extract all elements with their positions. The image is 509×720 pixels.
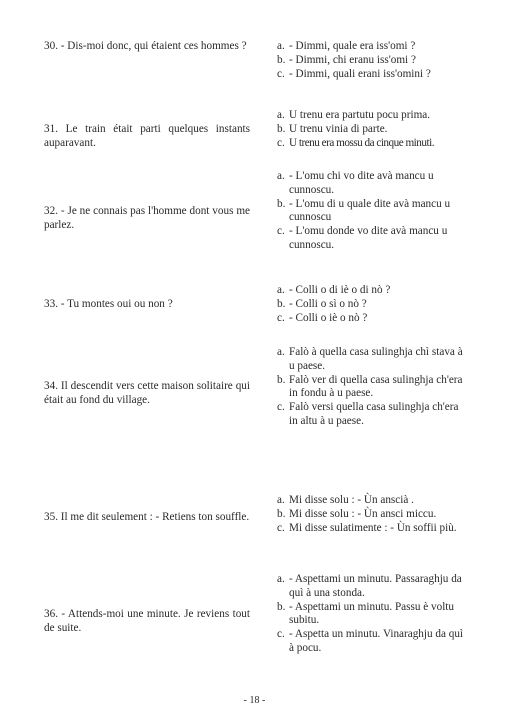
- option-33a: [277, 284, 467, 298]
- option-letter: a.: [277, 346, 285, 358]
- option-letter: a.: [277, 170, 285, 182]
- option-text: Mi disse solu : - Ùn anscià .: [289, 494, 414, 506]
- option-letter: c.: [277, 628, 285, 641]
- option-letter: a.: [277, 494, 285, 506]
- question-30: 30. - Dis-moi donc, qui étaient ces hommes ?: [44, 40, 247, 52]
- option-text: - Colli o di iè o di nò ?: [289, 284, 391, 296]
- option-text: Falò versi quella casa sulinghja ch'era in altu à u paese.: [289, 401, 459, 427]
- options-35: [277, 494, 467, 535]
- option-letter: b.: [277, 53, 286, 66]
- option-letter: c.: [277, 67, 285, 80]
- option-34b: [277, 374, 467, 402]
- options-34: [277, 346, 467, 429]
- question-35: 35. Il me dit seulement : - Retiens ton souffle.: [44, 511, 250, 523]
- option-letter: c.: [277, 401, 285, 414]
- option-text: - L'omu donde vo dite avà mancu u cunnoscu.: [289, 225, 448, 251]
- option-30a: [277, 40, 467, 54]
- question-36: 36. - Attends-moi une minute. Je reviens tout de suite.: [44, 608, 250, 634]
- option-text: - Dimmi, quali erani iss'omini ?: [289, 67, 431, 80]
- option-35c: [277, 522, 467, 536]
- options-31: [277, 109, 467, 150]
- options-30: [277, 40, 467, 81]
- option-letter: b.: [277, 197, 286, 210]
- option-33c: [277, 312, 467, 326]
- option-34c: [277, 401, 467, 429]
- option-text: Mi disse sulatimente : - Ùn soffii più.: [289, 521, 457, 534]
- option-31a: [277, 109, 467, 123]
- option-31b: [277, 123, 467, 137]
- option-34a: [277, 346, 467, 374]
- option-32b: [277, 198, 467, 226]
- option-letter: b.: [277, 297, 286, 310]
- option-text: Falò à quella casa sulinghja chì stava à u paese.: [289, 346, 463, 372]
- option-text: - Colli o iè o nò ?: [289, 311, 368, 324]
- option-text: - L'omu chi vo dite avà mancu u cunnoscu.: [289, 170, 434, 196]
- option-letter: a.: [277, 109, 285, 121]
- option-letter: c.: [277, 136, 285, 149]
- option-text: - Dimmi, quale era iss'omi ?: [289, 40, 416, 52]
- option-text: U trenu vinia di parte.: [289, 122, 388, 135]
- option-letter: b.: [277, 600, 286, 613]
- option-text: - Aspetta un minutu. Vinaraghju da quì à pocu.: [289, 628, 464, 654]
- option-30c: [277, 68, 467, 82]
- option-31c: [277, 137, 467, 151]
- option-text: Mi disse solu : - Ùn ansci miccu.: [289, 507, 437, 520]
- option-36c: [277, 628, 467, 656]
- option-36a: [277, 573, 467, 601]
- option-32a: [277, 170, 467, 198]
- option-letter: c.: [277, 311, 285, 324]
- option-letter: b.: [277, 373, 286, 386]
- option-letter: c.: [277, 521, 285, 534]
- option-letter: b.: [277, 507, 286, 520]
- option-text: - L'omu di u quale dite avà mancu u cunnoscu: [289, 197, 451, 224]
- option-letter: a.: [277, 284, 285, 296]
- option-36b: [277, 601, 467, 629]
- option-35b: [277, 508, 467, 522]
- option-35a: [277, 494, 467, 508]
- options-33: [277, 284, 467, 325]
- option-text: - Colli o sì o nò ?: [289, 297, 367, 310]
- option-text: - Aspettami un minutu. Passu è voltu subitu.: [289, 600, 455, 627]
- question-34: 34. Il descendit vers cette maison solitaire qui était au fond du village.: [44, 380, 250, 406]
- option-30b: [277, 54, 467, 68]
- option-letter: a.: [277, 40, 285, 52]
- option-text: U trenu era partutu pocu prima.: [289, 109, 431, 121]
- options-32: [277, 170, 467, 253]
- option-text: U trenu era mossu da cinque minuti.: [289, 136, 434, 149]
- option-text: - Dimmi, chi eranu iss'omi ?: [289, 53, 416, 66]
- option-text: Falò ver di quella casa sulinghja ch'era in fondu à u paese.: [289, 373, 463, 400]
- option-letter: b.: [277, 122, 286, 135]
- option-32c: [277, 225, 467, 253]
- option-letter: c.: [277, 225, 285, 238]
- page-number: - 18 -: [243, 695, 266, 706]
- question-32: 32. - Je ne connais pas l'homme dont vous me parlez.: [44, 205, 250, 231]
- option-letter: a.: [277, 573, 285, 585]
- question-31: 31. Le train était parti quelques instants auparavant.: [44, 123, 250, 149]
- question-33: 33. - Tu montes oui ou non ?: [44, 298, 173, 310]
- options-36: [277, 573, 467, 656]
- option-text: - Aspettami un minutu. Passaraghju da quì à una stonda.: [289, 573, 462, 599]
- option-33b: [277, 298, 467, 312]
